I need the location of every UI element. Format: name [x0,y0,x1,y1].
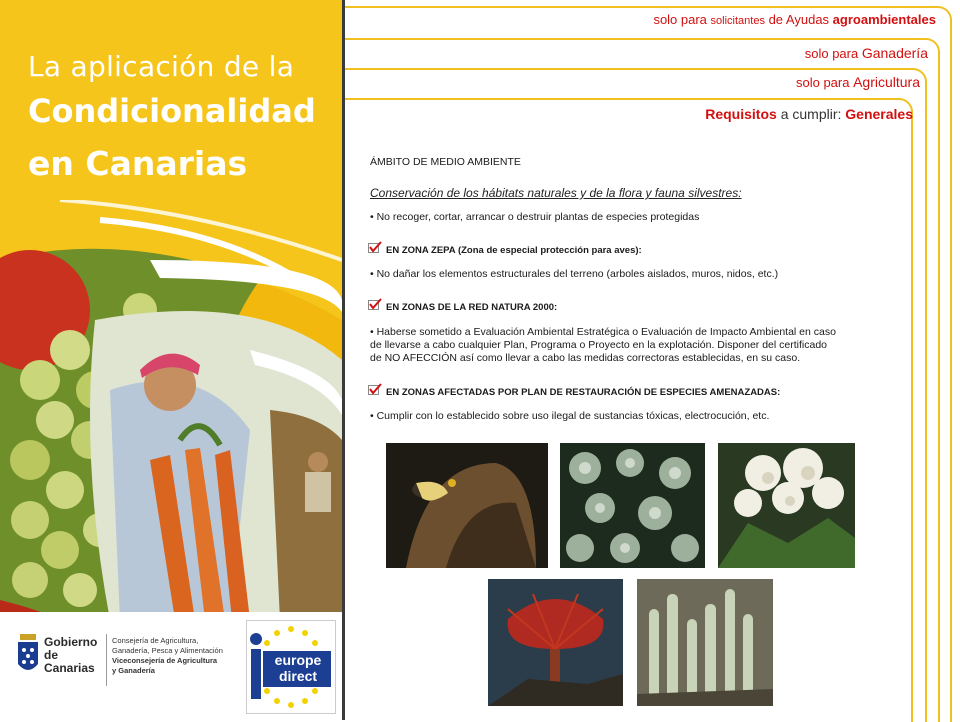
zone-red-natura-heading: EN ZONAS DE LA RED NATURA 2000: [386,302,558,313]
europe-direct-logo [246,620,336,714]
consejeria-line1: Consejería de Agricultura, [112,636,199,645]
consejeria-line4: y Ganadería [112,666,155,675]
consejeria-text [112,636,232,676]
gobierno-line2: de Canarias [44,648,95,675]
zone-restauracion-heading: EN ZONAS AFECTADAS POR PLAN DE RESTAURACIÓN DE ESPECIES AMENAZADAS: [386,387,781,398]
tab4-part2: a cumplir: [776,106,846,122]
section-subtitle: Conservación de los hábitats naturales y de la flora y fauna silvestres: [370,186,742,200]
bullet3-line1: • Haberse sometido a Evaluación Ambiental Estratégica o Evaluación de Impacto Ambiental en caso [370,326,836,338]
checkbox-checked-icon [368,298,382,310]
tab3-part2: Agricultura [853,74,920,90]
photo-cactus [637,579,773,706]
tab3-part1: solo para [795,75,854,90]
tab-agricultura[interactable] [796,74,920,90]
tab2-part1: solo para [804,46,862,61]
europe-direct-text [265,652,331,684]
cover-title-line1: La aplicación de la [28,50,295,83]
cover-photo-collage [0,200,342,620]
europe-direct-line2: direct [278,668,318,684]
cover-panel [0,0,342,720]
consejeria-line3: Viceconsejería de Agricultura [112,656,218,665]
tab-agroambientales[interactable] [653,12,936,27]
photo-red-plant [488,579,623,706]
photo-succulent-plants [560,443,705,568]
gobierno-canarias-logo-text [44,636,104,675]
checkbox-checked-icon [368,383,382,395]
section-heading: ÁMBITO DE MEDIO AMBIENTE [370,156,521,168]
tab1-part2: solicitantes [710,15,765,27]
tab4-part1: Requisitos [705,106,777,122]
consejeria-line2: Ganadería, Pesca y Alimentación [112,646,223,655]
bullet-no-danar: • No dañar los elementos estructurales del terreno (arboles aislados, muros, nidos, etc.) [370,268,779,280]
logo-divider [106,634,107,686]
logo-footer [0,612,342,720]
gobierno-canarias-shield-icon [16,634,40,678]
bullet-no-recoger: • No recoger, cortar, arrancar o destruir plantas de especies protegidas [370,211,700,223]
cover-title-line3: en Canarias [28,144,248,183]
checkbox-checked-icon [368,241,382,253]
tab4-part3: Generales [845,106,913,122]
tab-ganaderia[interactable] [805,45,928,61]
tab-requisitos-generales[interactable] [705,106,913,122]
gobierno-line1: Gobierno [44,635,98,649]
bullet-evaluacion-ambiental [370,326,915,365]
tab2-part2: Ganadería [861,45,928,61]
bullet3-line3: de NO AFECCIÓN así como llevar a cabo las medidas correctoras establecidas, en su caso. [370,352,801,364]
bullet3-line2: de llevarse a cabo cualquier Plan, Programa o Proyecto en la explotación. Disponer del certificado [370,339,828,351]
tab1-part4: agroambientales [832,12,936,27]
zone-zepa-heading: EN ZONA ZEPA (Zona de especial protección para aves): [386,245,642,256]
europe-direct-line1: europe [274,652,322,668]
bullet-sustancias-toxicas: • Cumplir con lo establecido sobre uso ilegal de sustancias tóxicas, electrocución, etc. [370,410,770,422]
photo-white-flowers [718,443,855,568]
photo-eagle [386,443,548,568]
tab1-part3: de Ayudas [764,12,833,27]
tab1-part1: solo para [653,12,711,27]
cover-title-line2: Condicionalidad [28,92,316,130]
